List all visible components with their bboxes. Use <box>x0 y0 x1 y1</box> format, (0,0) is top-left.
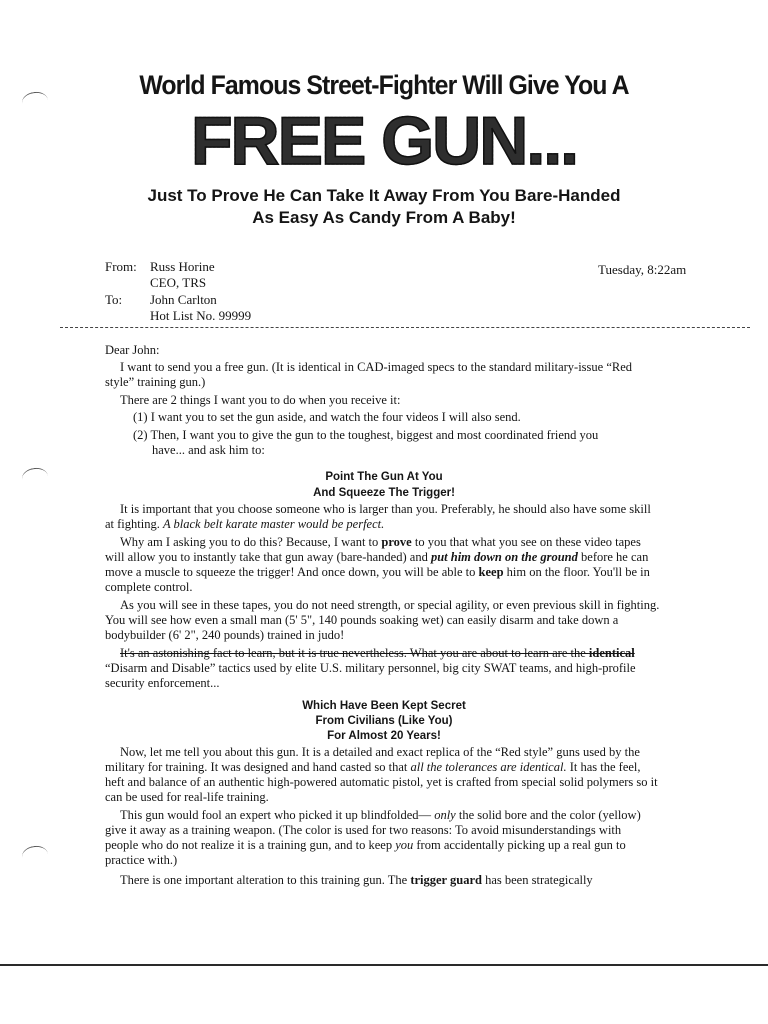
paragraph-line: will allow you to instantly take that gun away (bare-handed) and put him down on the ground before he can <box>105 550 649 564</box>
paragraph-line: practice with.) <box>105 853 178 867</box>
subheadline-line: As Easy As Candy From A Baby! <box>252 208 516 227</box>
section-heading: From Civilians (Like You) <box>315 715 453 727</box>
paragraph-line: give it away as a training weapon. (The color is used for two reasons: To avoid misunderstandings with <box>105 823 622 837</box>
paragraph-line: I want to send you a free gun. (It is identical in CAD-imaged specs to the standard military-issue “Red <box>120 360 633 374</box>
list-item: (1) I want you to set the gun aside, and watch the four videos I will also send. <box>133 410 521 424</box>
memo-to-label: To: <box>105 292 123 307</box>
free-gun-banner: FREE GUN... <box>0 101 768 181</box>
paragraph-line: heft and balance of an authentic high-powered automatic pistol, yet is crafted from special solid polymers so it <box>105 775 658 789</box>
paragraph-line: complete control. <box>105 580 193 594</box>
paragraph-line: move a muscle to squeeze the trigger! And once down, you will be able to keep him on the floor. You'll be in <box>105 565 650 579</box>
paragraph-line: Now, let me tell you about this gun. It is a detailed and exact replica of the “Red style” guns used by the <box>120 745 640 759</box>
scan-edge <box>0 964 768 966</box>
subheadline-line: Just To Prove He Can Take It Away From You Bare-Handed <box>147 186 621 205</box>
paragraph-line: There are 2 things I want you to do when you receive it: <box>120 393 401 407</box>
paragraph-line: security enforcement... <box>105 676 220 690</box>
paragraph-line: military for training. It was designed and hand casted so that all the tolerances are identical. It has the feel, <box>105 760 641 774</box>
paragraph-line: It is important that you choose someone who is larger than you. Preferably, he should also have some skill <box>120 502 651 516</box>
memo-from-label: From: <box>105 259 137 274</box>
memo-from-title: CEO, TRS <box>150 275 207 290</box>
paragraph-line: You will see how even a small man (5' 5", 140 pounds soaking wet) can easily disarm and take down a <box>105 613 619 627</box>
paragraph-line: style” training gun.) <box>105 375 206 389</box>
paragraph-line: Why am I asking you to do this? Because, I want to prove to you that what you see on these video tapes <box>120 535 641 549</box>
memo-divider <box>60 327 750 328</box>
paragraph-line: people who do not realize it is a training gun, and to keep you from accidentally picking up a real gun to <box>105 838 626 852</box>
list-item: have... and ask him to: <box>152 443 265 457</box>
paragraph-line: at fighting. A black belt karate master would be perfect. <box>105 517 385 531</box>
section-heading: Which Have Been Kept Secret <box>302 700 466 712</box>
headline: World Famous Street-Fighter Will Give You A <box>139 70 629 100</box>
subheadline <box>0 185 768 229</box>
salutation: Dear John: <box>105 343 160 357</box>
paragraph-line: There is one important alteration to this training gun. The trigger guard has been strategically <box>120 873 593 887</box>
paragraph-line: bodybuilder (6' 2", 240 pounds) trained in judo! <box>105 628 345 642</box>
section-heading: For Almost 20 Years! <box>327 730 441 742</box>
memo-to-name: John Carlton <box>150 292 217 307</box>
memo-to-list: Hot List No. 99999 <box>150 308 252 323</box>
paragraph-line: As you will see in these tapes, you do not need strength, or special agility, or even previous skill in fighting. <box>120 598 660 612</box>
binder-hole-mark <box>21 844 49 866</box>
section-heading: And Squeeze The Trigger! <box>313 487 455 499</box>
memo-from-name: Russ Horine <box>150 259 215 274</box>
paragraph-line: This gun would fool an expert who picked it up blindfolded— only the solid bore and the color (yellow) <box>120 808 641 822</box>
paragraph-line: “Disarm and Disable” tactics used by elite U.S. military personnel, big city SWAT teams, and high-profile <box>105 661 636 675</box>
list-item: (2) Then, I want you to give the gun to the toughest, biggest and most coordinated friend you <box>133 428 599 442</box>
struck-paragraph-line: It's an astonishing fact to learn, but it is true nevertheless. What you are about to learn are the identical <box>120 646 635 660</box>
section-heading: Point The Gun At You <box>325 471 443 483</box>
memo-date: Tuesday, 8:22am <box>598 262 687 277</box>
paragraph-line: can be used for real-life training. <box>105 790 269 804</box>
